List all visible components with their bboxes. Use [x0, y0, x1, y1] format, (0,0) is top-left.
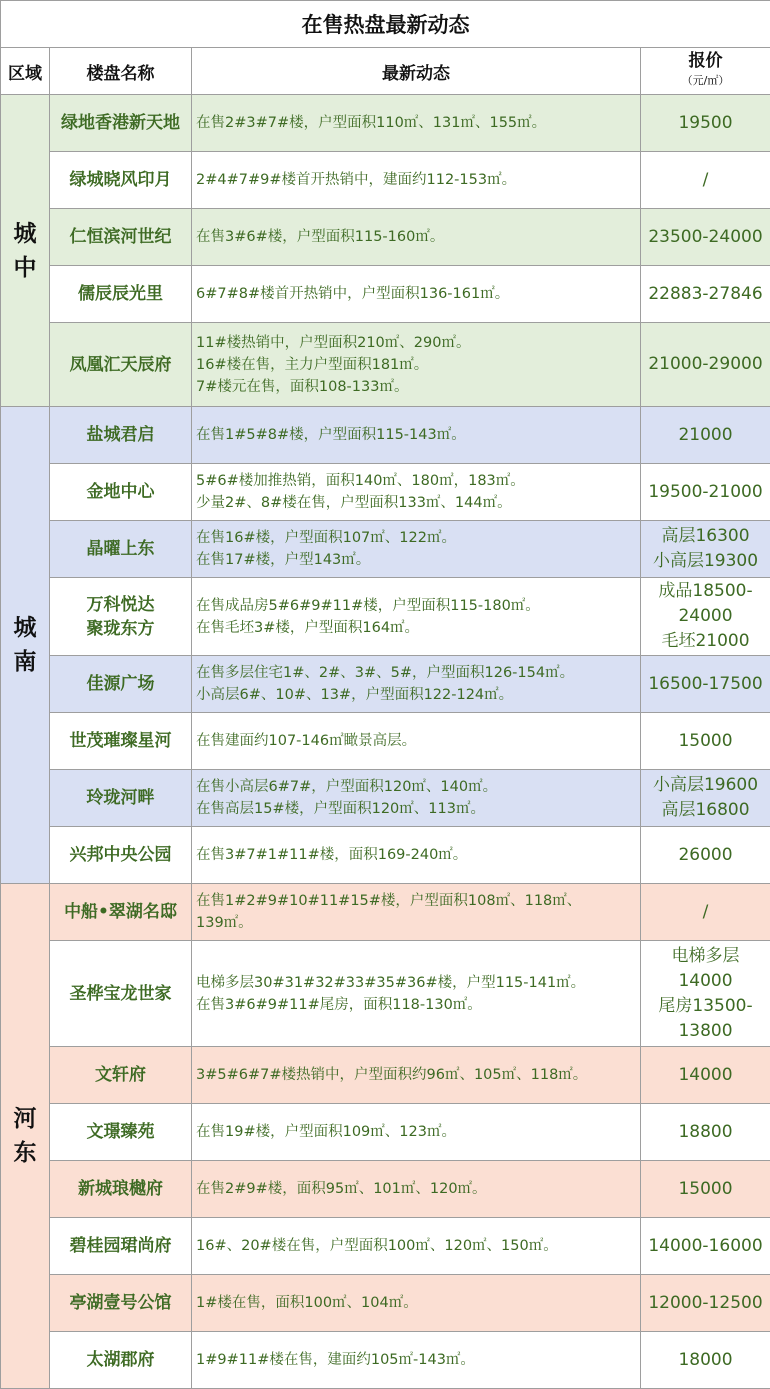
news-line: 在售2#3#7#楼，户型面积110㎡、131㎡、155㎡。 — [196, 112, 640, 134]
region-char: 河 — [1, 1102, 49, 1136]
region-cell — [1, 407, 50, 884]
price-cell — [641, 266, 770, 323]
price-cell — [641, 464, 770, 521]
project-name — [50, 266, 192, 323]
news-line: 在售1#2#9#10#11#15#楼，户型面积108㎡、118㎡、 — [196, 890, 640, 912]
project-name — [50, 1332, 192, 1389]
news-cell — [192, 521, 641, 578]
project-name — [50, 941, 192, 1047]
news-cell — [192, 1161, 641, 1218]
header-price — [641, 48, 770, 95]
project-name — [50, 1104, 192, 1161]
news-cell — [192, 323, 641, 407]
news-line: 16#楼在售，主力户型面积181㎡。 — [196, 354, 640, 376]
price-line: 18000 — [641, 1348, 770, 1373]
news-line: 在售高层15#楼，户型面积120㎡、113㎡。 — [196, 798, 640, 820]
price-line: 13800 — [641, 1019, 770, 1044]
news-line: 电梯多层30#31#32#33#35#36#楼，户型115-141㎡。 — [196, 972, 640, 994]
news-cell — [192, 1275, 641, 1332]
news-line: 在售16#楼，户型面积107㎡、122㎡。 — [196, 527, 640, 549]
price-line: 23500-24000 — [641, 225, 770, 250]
news-line: 在售3#6#9#11#尾房，面积118-130㎡。 — [196, 994, 640, 1016]
project-name-line: 中船•翠湖名邸 — [50, 900, 191, 924]
project-name-line: 碧桂园珺尚府 — [50, 1234, 191, 1258]
table-row — [1, 827, 770, 884]
news-cell — [192, 884, 641, 941]
region-char: 中 — [1, 251, 49, 285]
news-line: 1#楼在售，面积100㎡、104㎡。 — [196, 1292, 640, 1314]
price-line: 14000 — [641, 969, 770, 994]
price-line: 毛坯21000 — [641, 629, 770, 654]
news-cell — [192, 941, 641, 1047]
news-line: 2#4#7#9#楼首开热销中，建面约112-153㎡。 — [196, 169, 640, 191]
table-row — [1, 713, 770, 770]
header-row — [1, 48, 770, 95]
news-cell — [192, 95, 641, 152]
news-line: 3#5#6#7#楼热销中，户型面积约96㎡、105㎡、118㎡。 — [196, 1064, 640, 1086]
price-line: 小高层19300 — [641, 549, 770, 574]
project-name — [50, 827, 192, 884]
price-line: 12000-12500 — [641, 1291, 770, 1316]
header-price-label: 报价 — [689, 51, 723, 71]
project-name-line: 绿地香港新天地 — [50, 111, 191, 135]
project-name — [50, 521, 192, 578]
project-name — [50, 1275, 192, 1332]
project-name — [50, 1161, 192, 1218]
table-row — [1, 884, 770, 941]
news-line: 在售毛坯3#楼，户型面积164㎡。 — [196, 617, 640, 639]
price-cell — [641, 827, 770, 884]
project-name-line: 玲珑河畔 — [50, 786, 191, 810]
price-cell — [641, 407, 770, 464]
price-line: 24000 — [641, 604, 770, 629]
project-name-line: 凤凰汇天辰府 — [50, 353, 191, 377]
price-line: 14000-16000 — [641, 1234, 770, 1259]
price-line: 19500-21000 — [641, 480, 770, 505]
project-name-line: 儒辰辰光里 — [50, 282, 191, 306]
price-cell — [641, 521, 770, 578]
price-cell — [641, 713, 770, 770]
table-row — [1, 407, 770, 464]
table-row — [1, 152, 770, 209]
price-line: 15000 — [641, 1177, 770, 1202]
project-name — [50, 884, 192, 941]
table-row — [1, 266, 770, 323]
price-line: 小高层19600 — [641, 773, 770, 798]
header-region: 区域 — [1, 48, 50, 95]
price-cell — [641, 1275, 770, 1332]
table-row — [1, 1218, 770, 1275]
project-name-line: 佳源广场 — [50, 672, 191, 696]
region-char: 南 — [1, 645, 49, 679]
project-name-line: 晶曜上东 — [50, 537, 191, 561]
table-row — [1, 656, 770, 713]
news-line: 在售2#9#楼，面积95㎡、101㎡、120㎡。 — [196, 1178, 640, 1200]
table-row — [1, 1104, 770, 1161]
table-row — [1, 209, 770, 266]
news-line: 小高层6#、10#、13#，户型面积122-124㎡。 — [196, 684, 640, 706]
project-name — [50, 770, 192, 827]
project-name-line: 圣桦宝龙世家 — [50, 982, 191, 1006]
news-line: 在售1#5#8#楼，户型面积115-143㎡。 — [196, 424, 640, 446]
project-name — [50, 323, 192, 407]
project-name-line: 文璟臻苑 — [50, 1120, 191, 1144]
price-cell — [641, 884, 770, 941]
news-cell — [192, 713, 641, 770]
news-line: 1#9#11#楼在售，建面约105㎡-143㎡。 — [196, 1349, 640, 1371]
price-line: 18800 — [641, 1120, 770, 1145]
project-name-line: 文轩府 — [50, 1063, 191, 1087]
project-name-line: 兴邦中央公园 — [50, 843, 191, 867]
news-line: 在售19#楼，户型面积109㎡、123㎡。 — [196, 1121, 640, 1143]
table-row — [1, 1332, 770, 1389]
news-line: 11#楼热销中，户型面积210㎡、290㎡。 — [196, 332, 640, 354]
price-line: 高层16800 — [641, 798, 770, 823]
news-line: 139㎡。 — [196, 912, 640, 934]
price-line: 26000 — [641, 843, 770, 868]
news-line: 16#、20#楼在售，户型面积100㎡、120㎡、150㎡。 — [196, 1235, 640, 1257]
region-char: 东 — [1, 1136, 49, 1170]
price-line: 16500-17500 — [641, 672, 770, 697]
header-price-unit: （元/㎡） — [641, 71, 770, 90]
price-cell — [641, 656, 770, 713]
news-line: 5#6#楼加推热销，面积140㎡、180㎡，183㎡。 — [196, 470, 640, 492]
news-line: 在售建面约107-146㎡瞰景高层。 — [196, 730, 640, 752]
project-name-line: 太湖郡府 — [50, 1348, 191, 1372]
table-row — [1, 1047, 770, 1104]
project-name — [50, 713, 192, 770]
news-cell — [192, 578, 641, 656]
project-name — [50, 209, 192, 266]
region-cell — [1, 884, 50, 1389]
project-name — [50, 578, 192, 656]
price-line: 19500 — [641, 111, 770, 136]
page-title: 在售热盘最新动态 — [1, 1, 770, 48]
project-name-line: 新城琅樾府 — [50, 1177, 191, 1201]
news-cell — [192, 209, 641, 266]
price-line: 21000 — [641, 423, 770, 448]
project-name-line: 绿城晓风印月 — [50, 168, 191, 192]
news-line: 在售成品房5#6#9#11#楼，户型面积115-180㎡。 — [196, 595, 640, 617]
project-name-line: 仁恒滨河世纪 — [50, 225, 191, 249]
project-name — [50, 95, 192, 152]
project-name — [50, 407, 192, 464]
price-cell — [641, 1104, 770, 1161]
table-row — [1, 578, 770, 656]
news-cell — [192, 266, 641, 323]
news-line: 6#7#8#楼首开热销中，户型面积136-161㎡。 — [196, 283, 640, 305]
news-cell — [192, 152, 641, 209]
table-row — [1, 323, 770, 407]
news-line: 在售3#7#1#11#楼，面积169-240㎡。 — [196, 844, 640, 866]
price-line: 电梯多层 — [641, 944, 770, 969]
price-cell — [641, 941, 770, 1047]
price-cell — [641, 95, 770, 152]
price-line: / — [641, 900, 770, 925]
price-line: 22883-27846 — [641, 282, 770, 307]
news-cell — [192, 1104, 641, 1161]
project-name — [50, 464, 192, 521]
news-cell — [192, 827, 641, 884]
price-cell — [641, 1161, 770, 1218]
price-line: 14000 — [641, 1063, 770, 1088]
price-cell — [641, 578, 770, 656]
table-row — [1, 1275, 770, 1332]
project-name-line: 盐城君启 — [50, 423, 191, 447]
table-row — [1, 941, 770, 1047]
region-cell — [1, 95, 50, 407]
news-line: 在售17#楼，户型143㎡。 — [196, 549, 640, 571]
project-name-line: 世茂璀璨星河 — [50, 729, 191, 753]
price-line: 尾房13500- — [641, 994, 770, 1019]
news-cell — [192, 1218, 641, 1275]
price-cell — [641, 1332, 770, 1389]
project-name — [50, 152, 192, 209]
price-cell — [641, 1218, 770, 1275]
news-cell — [192, 407, 641, 464]
header-name: 楼盘名称 — [50, 48, 192, 95]
price-cell — [641, 209, 770, 266]
price-line: 15000 — [641, 729, 770, 754]
price-cell — [641, 770, 770, 827]
news-line: 在售多层住宅1#、2#、3#、5#，户型面积126-154㎡。 — [196, 662, 640, 684]
region-char: 城 — [1, 611, 49, 645]
project-name-line: 万科悦达 — [50, 593, 191, 617]
news-cell — [192, 770, 641, 827]
table-row — [1, 1161, 770, 1218]
news-line: 在售小高层6#7#，户型面积120㎡、140㎡。 — [196, 776, 640, 798]
table-row — [1, 770, 770, 827]
news-cell — [192, 1047, 641, 1104]
news-line: 在售3#6#楼，户型面积115-160㎡。 — [196, 226, 640, 248]
table-row — [1, 95, 770, 152]
news-line: 少量2#、8#楼在售，户型面积133㎡、144㎡。 — [196, 492, 640, 514]
news-cell — [192, 464, 641, 521]
region-char: 城 — [1, 217, 49, 251]
price-cell — [641, 323, 770, 407]
project-name-line: 亭湖壹号公馆 — [50, 1291, 191, 1315]
news-cell — [192, 1332, 641, 1389]
price-line: 高层16300 — [641, 524, 770, 549]
project-name — [50, 656, 192, 713]
price-line: 成品18500- — [641, 579, 770, 604]
project-name — [50, 1218, 192, 1275]
table-row — [1, 521, 770, 578]
project-name-line: 聚珑东方 — [50, 617, 191, 641]
table-row — [1, 464, 770, 521]
price-cell — [641, 152, 770, 209]
price-line: / — [641, 168, 770, 193]
news-line: 7#楼元在售，面积108-133㎡。 — [196, 376, 640, 398]
news-cell — [192, 656, 641, 713]
header-news: 最新动态 — [192, 48, 641, 95]
project-name — [50, 1047, 192, 1104]
price-line: 21000-29000 — [641, 352, 770, 377]
price-cell — [641, 1047, 770, 1104]
project-name-line: 金地中心 — [50, 480, 191, 504]
